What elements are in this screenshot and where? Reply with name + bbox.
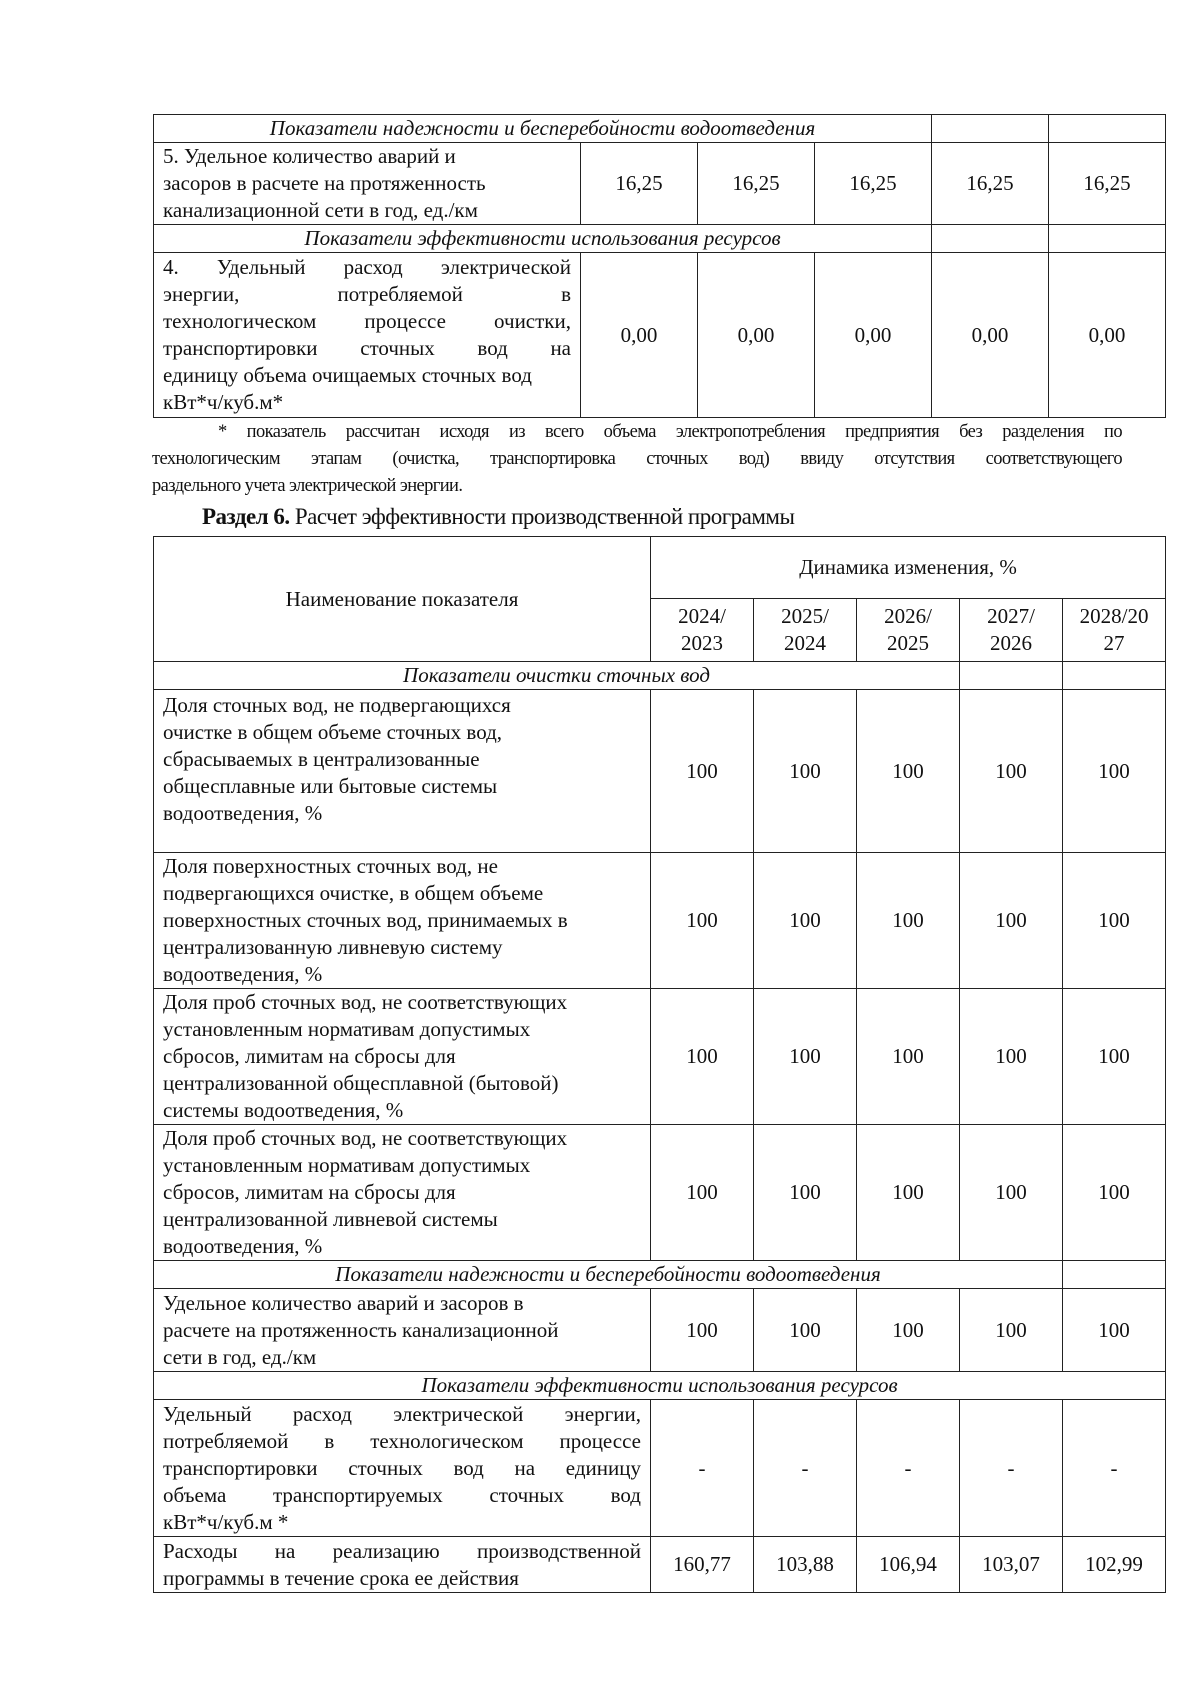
row-label: Доля проб сточных вод, не соответствующих установленным нормативам допустимых сбросов, лимитам на сбросы для централизованной ливневой системы водоотведения, % <box>154 1125 651 1261</box>
value-cell: 0,00 <box>1049 253 1166 418</box>
value-cell: 0,00 <box>815 253 932 418</box>
section-6-heading: Раздел 6. Расчет эффективности производственной программы <box>202 504 795 529</box>
section-row <box>154 662 1166 690</box>
value-cell: 100 <box>960 989 1063 1125</box>
table-row <box>154 853 1166 989</box>
row-label: Доля поверхностных сточных вод, не подвергающихся очистке, в общем объеме поверхностных сточных вод, принимаемых в централизованную ливневую систему водоотведения, % <box>154 853 651 989</box>
value-cell: 16,25 <box>581 143 698 225</box>
value-cell: - <box>960 1400 1063 1537</box>
row-label: Доля проб сточных вод, не соответствующих установленным нормативам допустимых сбросов, лимитам на сбросы для централизованной общесплавной (бытовой) системы водоотведения, % <box>154 989 651 1125</box>
row-label: Доля сточных вод, не подвергающихся очистке в общем объеме сточных вод, сбрасываемых в централизованные общесплавные или бытовые системы водоотведения, % <box>154 690 651 853</box>
value-cell: 100 <box>754 690 857 853</box>
value-cell: 100 <box>1063 1125 1166 1261</box>
table-row <box>154 1537 1166 1593</box>
section-row <box>154 225 1166 253</box>
value-cell: 16,25 <box>815 143 932 225</box>
section-row <box>154 115 1166 143</box>
section-title-reliability: Показатели надежности и бесперебойности водоотведения <box>154 1261 1063 1289</box>
value-cell: 100 <box>1063 989 1166 1125</box>
value-cell: 100 <box>651 989 754 1125</box>
row-label: 4. Удельный расход электрической энергии, потребляемой в технологическом процессе очистки, транспортировки сточных вод на единицу объема очищаемых сточных вод кВт*ч/куб.м* <box>154 253 581 418</box>
value-cell: 100 <box>1063 690 1166 853</box>
header-period: 2025/ 2024 <box>754 599 857 662</box>
value-cell: 100 <box>857 1289 960 1372</box>
header-period: 2027/ 2026 <box>960 599 1063 662</box>
section-row <box>154 1372 1166 1400</box>
section-row <box>154 1261 1166 1289</box>
value-cell: 160,77 <box>651 1537 754 1593</box>
value-cell: 100 <box>651 690 754 853</box>
value-cell: - <box>651 1400 754 1537</box>
table-row <box>154 143 1166 225</box>
table-row <box>154 1400 1166 1537</box>
value-cell: 100 <box>857 1125 960 1261</box>
row-label: Удельное количество аварий и засоров в расчете на протяженность канализационной сети в год, ед./км <box>154 1289 651 1372</box>
value-cell: 100 <box>754 1125 857 1261</box>
section-title-treatment: Показатели очистки сточных вод <box>154 662 960 690</box>
section-title-resources: Показатели эффективности использования ресурсов <box>154 225 932 253</box>
table-row <box>154 690 1166 853</box>
table-row <box>154 1125 1166 1261</box>
indicators-table-continued <box>153 114 1166 418</box>
value-cell: 100 <box>754 989 857 1125</box>
value-cell: 100 <box>1063 853 1166 989</box>
value-cell: 16,25 <box>698 143 815 225</box>
value-cell: 0,00 <box>932 253 1049 418</box>
section-title-resources: Показатели эффективности использования ресурсов <box>154 1372 1166 1400</box>
value-cell: 100 <box>651 1289 754 1372</box>
footnote: * показатель рассчитан исходя из всего объема электропотребления предприятия без разделения по технологическим этапам (очистка, транспортировка сточных вод) ввиду отсутствия соответствующего раздельного учета электрической энергии. <box>152 422 1122 496</box>
efficiency-table <box>153 536 1166 1593</box>
header-period: 2026/ 2025 <box>857 599 960 662</box>
row-label: Расходы на реализацию производственной программы в течение срока ее действия <box>154 1537 651 1593</box>
value-cell: - <box>754 1400 857 1537</box>
row-label: 5. Удельное количество аварий и засоров в расчете на протяженность канализационной сети в год, ед./км <box>154 143 581 225</box>
value-cell: 103,07 <box>960 1537 1063 1593</box>
value-cell: 16,25 <box>932 143 1049 225</box>
value-cell: 0,00 <box>698 253 815 418</box>
value-cell: 100 <box>754 853 857 989</box>
value-cell: 100 <box>960 1289 1063 1372</box>
value-cell: 100 <box>651 1125 754 1261</box>
table-row <box>154 989 1166 1125</box>
value-cell: 103,88 <box>754 1537 857 1593</box>
value-cell: 100 <box>960 690 1063 853</box>
value-cell: - <box>857 1400 960 1537</box>
header-period: 2028/20 27 <box>1063 599 1166 662</box>
value-cell: 100 <box>857 989 960 1125</box>
value-cell: 100 <box>754 1289 857 1372</box>
value-cell: 100 <box>857 853 960 989</box>
value-cell: 100 <box>960 853 1063 989</box>
value-cell: 100 <box>857 690 960 853</box>
header-period: 2024/ 2023 <box>651 599 754 662</box>
header-indicator-name: Наименование показателя <box>154 537 651 662</box>
value-cell: 102,99 <box>1063 1537 1166 1593</box>
value-cell: - <box>1063 1400 1166 1537</box>
table-row <box>154 253 1166 418</box>
header-dynamics: Динамика изменения, % <box>651 537 1166 599</box>
value-cell: 100 <box>651 853 754 989</box>
value-cell: 16,25 <box>1049 143 1166 225</box>
value-cell: 100 <box>960 1125 1063 1261</box>
value-cell: 100 <box>1063 1289 1166 1372</box>
section-title-reliability: Показатели надежности и бесперебойности водоотведения <box>154 115 932 143</box>
row-label: Удельный расход электрической энергии, потребляемой в технологическом процессе транспортировки сточных вод на единицу объема транспортируемых сточных вод кВт*ч/куб.м * <box>154 1400 651 1537</box>
table-row <box>154 1289 1166 1372</box>
value-cell: 0,00 <box>581 253 698 418</box>
value-cell: 106,94 <box>857 1537 960 1593</box>
